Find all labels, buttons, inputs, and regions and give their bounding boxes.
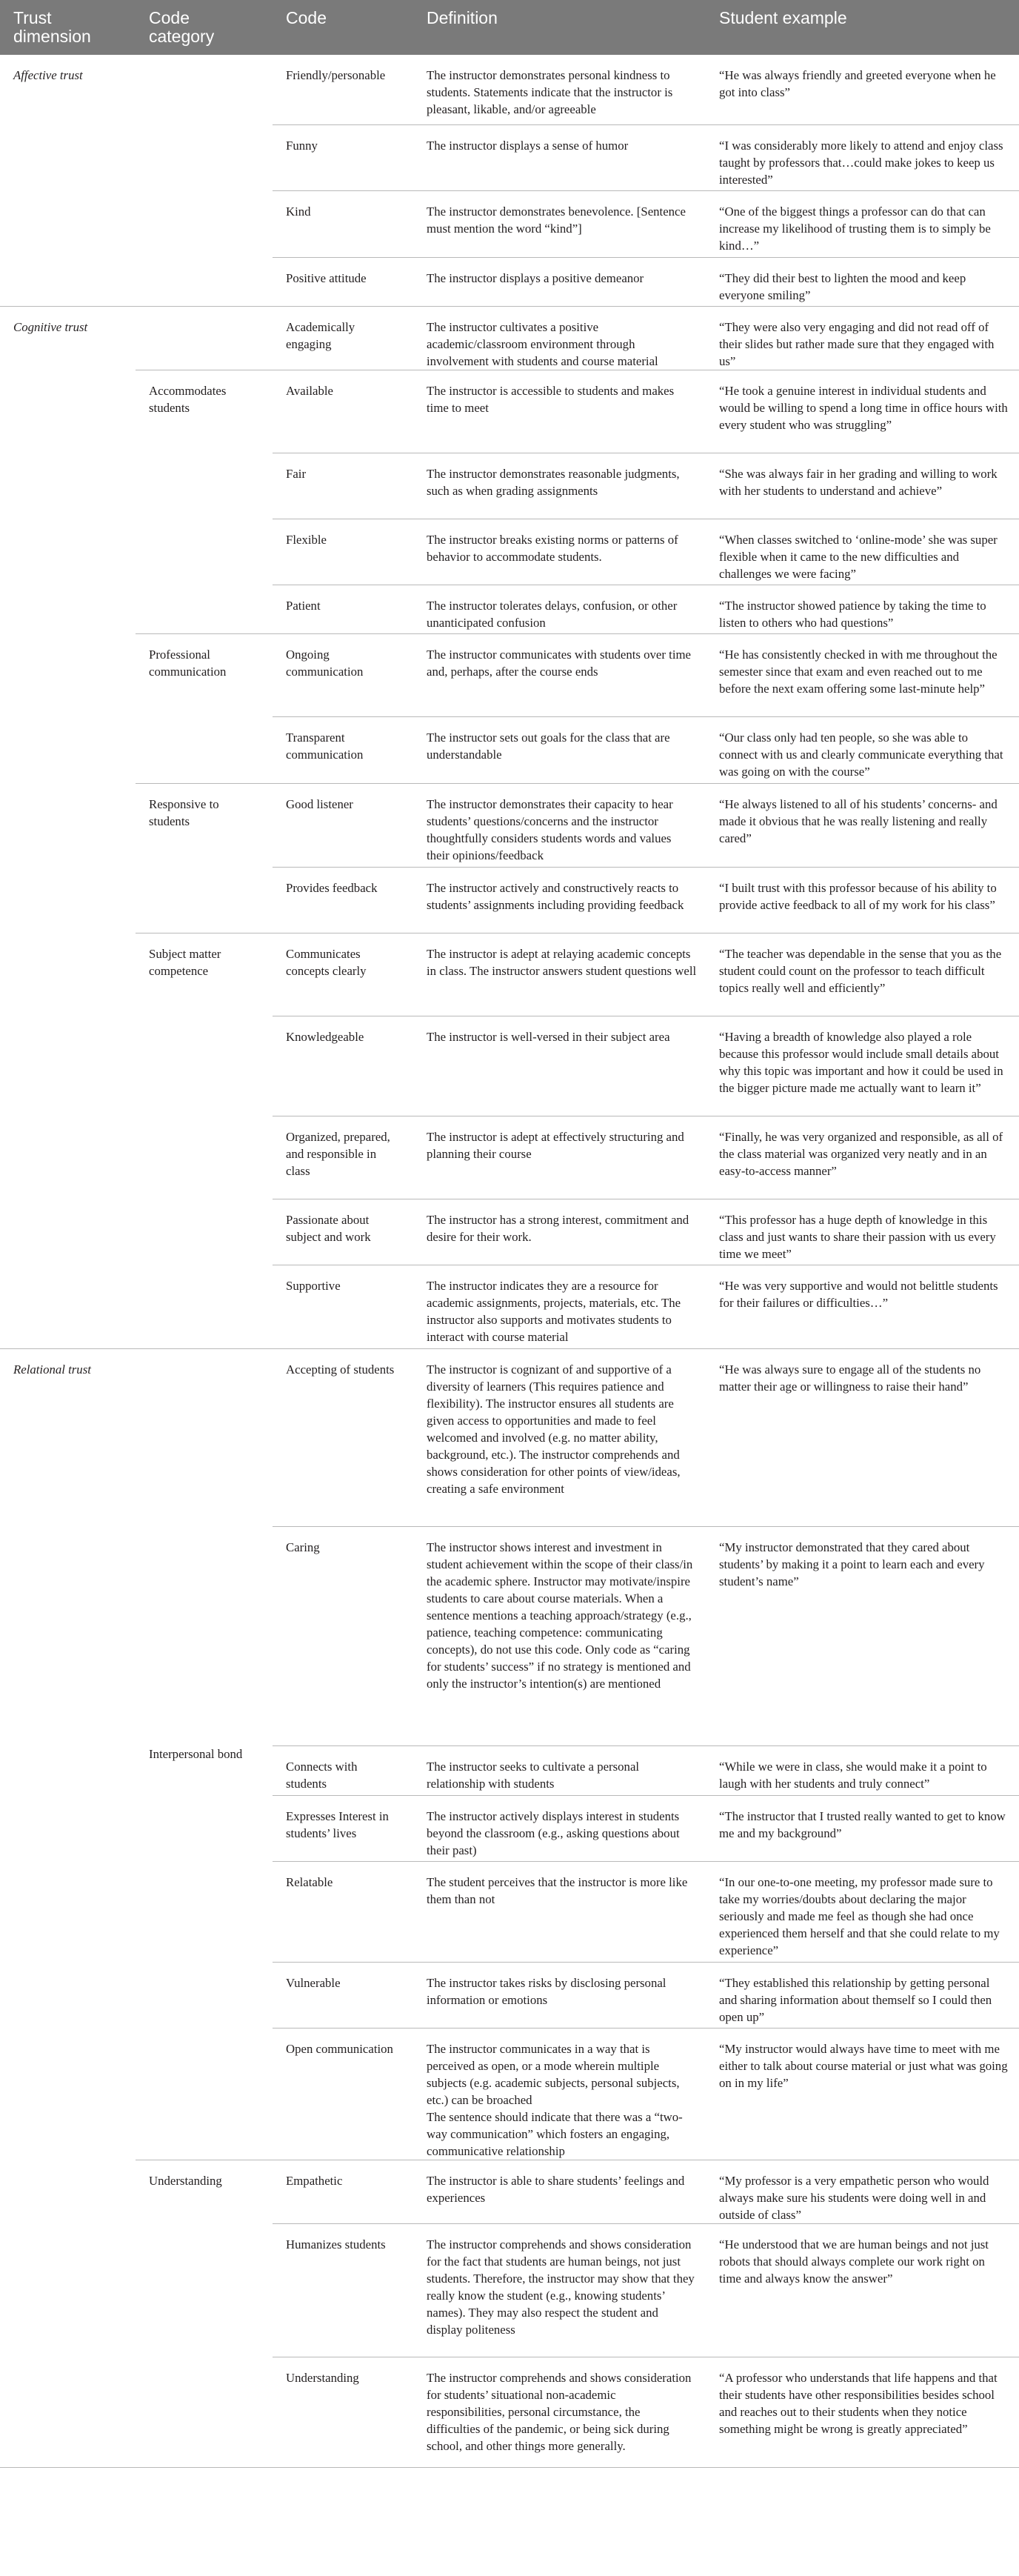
example-cell: “They did their best to lighten the mood and keep everyone smiling” <box>706 257 1019 306</box>
code-cell: Good listener <box>273 783 413 867</box>
definition-cell: The instructor displays a sense of humor <box>413 124 706 190</box>
code-cell: Caring <box>273 1526 413 1745</box>
definition-cell: The instructor actively displays interest in students beyond the classroom (e.g., asking questions about their past) <box>413 1795 706 1861</box>
code-cell: Academically engaging <box>273 306 413 370</box>
example-cell: “They established this relationship by getting personal and sharing information about themself so I could then open up” <box>706 1962 1019 2028</box>
category-accommodates-students: Accommodates students <box>136 370 273 633</box>
example-cell: “I built trust with this professor because of his ability to provide active feedback to all of my work for his class” <box>706 867 1019 933</box>
example-cell: “While we were in class, she would make it a point to laugh with her students and truly connect” <box>706 1745 1019 1795</box>
example-cell: “The instructor that I trusted really wanted to get to know me and my background” <box>706 1795 1019 1861</box>
example-cell: “He was very supportive and would not belittle students for their failures or difficulties…” <box>706 1265 1019 1348</box>
definition-cell: The instructor comprehends and shows consideration for the fact that students are human beings, not just students. Therefore, the instructor may show that they really know the student (e.g., knowing students’ names). They may also respect the student and display politeness <box>413 2223 706 2357</box>
header-student-example: Student example <box>706 0 1019 55</box>
table-row <box>0 55 1019 124</box>
definition-cell: The instructor displays a positive demeanor <box>413 257 706 306</box>
definition-cell: The instructor has a strong interest, commitment and desire for their work. <box>413 1199 706 1265</box>
definition-cell: The instructor comprehends and shows consideration for students’ situational non-academic responsibilities, personal circumstance, the difficulties of the pandemic, or being sick during school, and other things more generally. <box>413 2357 706 2467</box>
category-responsive-to-students: Responsive to students <box>136 783 273 933</box>
example-cell: “Finally, he was very organized and responsible, as all of the class material was organized very neatly and in an easy-to-access manner” <box>706 1116 1019 1199</box>
category-empty <box>136 306 273 370</box>
example-cell: “Our class only had ten people, so she was able to connect with us and clearly communicate everything that was going on with the course” <box>706 716 1019 783</box>
example-cell: “This professor has a huge depth of knowledge in this class and just wants to share their passion with us every time we meet” <box>706 1199 1019 1265</box>
header-row <box>0 0 1019 55</box>
code-cell: Relatable <box>273 1861 413 1962</box>
definition-cell: The instructor communicates in a way that is perceived as open, or a mode wherein multiple subjects (e.g. academic subjects, personal subjects, etc.) can be broached The sentence should indicate that there was a “two-way communication” which fosters an engaging, communicative relationship <box>413 2028 706 2160</box>
definition-cell: The instructor sets out goals for the class that are understandable <box>413 716 706 783</box>
definition-cell: The instructor communicates with students over time and, perhaps, after the course ends <box>413 633 706 716</box>
example-cell: “A professor who understands that life happens and that their students have other responsibilities besides school and reaches out to their students when they notice something might be wrong is greatly appreciated” <box>706 2357 1019 2467</box>
definition-cell: The instructor shows interest and investment in student achievement within the scope of their class/in the academic sphere. Instructor may motivate/inspire students to care about course materials. When a sentence mentions a teaching approach/strategy (e.g., patience, teaching competence: communicating concepts), do not use this code. Only code as “caring for students’ success” if no strategy is mentioned and only the instructor’s intention(s) are mentioned <box>413 1526 706 1745</box>
definition-cell: The instructor cultivates a positive academic/classroom environment through involvement with students and course material <box>413 306 706 370</box>
definition-cell: The instructor is well-versed in their subject area <box>413 1016 706 1116</box>
code-cell: Ongoing communication <box>273 633 413 716</box>
code-cell: Kind <box>273 190 413 257</box>
table-row <box>0 933 1019 1016</box>
definition-cell: The instructor is able to share students’ feelings and experiences <box>413 2160 706 2223</box>
definition-cell: The instructor breaks existing norms or patterns of behavior to accommodate students. <box>413 519 706 585</box>
code-cell: Organized, prepared, and responsible in class <box>273 1116 413 1199</box>
category-professional-communication: Professional communication <box>136 633 273 783</box>
example-cell: “My instructor would always have time to meet with me either to talk about course material or just what was going on in my life” <box>706 2028 1019 2160</box>
example-cell: “He was always friendly and greeted everyone when he got into class” <box>706 55 1019 124</box>
category-subject-matter-competence: Subject matter competence <box>136 933 273 1348</box>
code-cell: Accepting of students <box>273 1348 413 1526</box>
table-row <box>0 633 1019 716</box>
code-cell: Available <box>273 370 413 453</box>
example-cell: “They were also very engaging and did not read off of their slides but rather made sure that they engaged with us” <box>706 306 1019 370</box>
dimension-relational-trust: Relational trust <box>0 1348 136 2467</box>
table-body <box>0 55 1019 2467</box>
example-cell: “In our one-to-one meeting, my professor made sure to take my worries/doubts about declaring the major seriously and made me feel as though she had once experienced them herself and that she could relate to my experience” <box>706 1861 1019 1962</box>
code-cell: Patient <box>273 585 413 633</box>
code-cell: Flexible <box>273 519 413 585</box>
definition-cell: The instructor actively and constructively reacts to students’ assignments including providing feedback <box>413 867 706 933</box>
definition-cell: The instructor demonstrates their capacity to hear students’ questions/concerns and the instructor thoughtfully considers students words and values their opinions/feedback <box>413 783 706 867</box>
header-definition: Definition <box>413 0 706 55</box>
code-cell: Vulnerable <box>273 1962 413 2028</box>
definition-cell: The instructor is adept at relaying academic concepts in class. The instructor answers student questions well <box>413 933 706 1016</box>
example-cell: “He understood that we are human beings and not just robots that should always complete our work right on time and always know the answer” <box>706 2223 1019 2357</box>
code-cell: Open communication <box>273 2028 413 2160</box>
example-cell: “My professor is a very empathetic person who would always make sure his students were doing well in and outside of class” <box>706 2160 1019 2223</box>
definition-cell: The instructor is accessible to students and makes time to meet <box>413 370 706 453</box>
table-row <box>0 2160 1019 2223</box>
example-cell: “He always listened to all of his students’ concerns- and made it obvious that he was really listening and really cared” <box>706 783 1019 867</box>
code-cell: Humanizes students <box>273 2223 413 2357</box>
table-row <box>0 306 1019 370</box>
code-cell: Transparent communication <box>273 716 413 783</box>
example-cell: “The instructor showed patience by taking the time to listen to others who had questions” <box>706 585 1019 633</box>
definition-cell: The instructor seeks to cultivate a personal relationship with students <box>413 1745 706 1795</box>
example-cell: “My instructor demonstrated that they cared about students’ by making it a point to learn each and every student’s name” <box>706 1526 1019 1745</box>
definition-cell: The instructor takes risks by disclosing personal information or emotions <box>413 1962 706 2028</box>
table-row <box>0 783 1019 867</box>
definition-cell: The instructor tolerates delays, confusion, or other unanticipated confusion <box>413 585 706 633</box>
category-empty <box>136 55 273 306</box>
code-cell: Funny <box>273 124 413 190</box>
code-cell: Expresses Interest in students’ lives <box>273 1795 413 1861</box>
definition-cell: The instructor is adept at effectively structuring and planning their course <box>413 1116 706 1199</box>
category-interpersonal-bond-label: Interpersonal bond <box>149 1747 243 1761</box>
dimension-cognitive-trust: Cognitive trust <box>0 306 136 1348</box>
code-cell: Empathetic <box>273 2160 413 2223</box>
table-row <box>0 1348 1019 1526</box>
example-cell: “Having a breadth of knowledge also played a role because this professor would include small details about why this topic was important and how it could be used in the bigger picture made me actually want to learn it” <box>706 1016 1019 1116</box>
definition-cell: The instructor demonstrates personal kindness to students. Statements indicate that the instructor is pleasant, likable, and/or agreeable <box>413 55 706 124</box>
definition-cell: The instructor demonstrates benevolence. [Sentence must mention the word “kind”] <box>413 190 706 257</box>
example-cell: “One of the biggest things a professor can do that can increase my likelihood of trusting them is to simply be kind…” <box>706 190 1019 257</box>
definition-cell: The instructor is cognizant of and supportive of a diversity of learners (This requires patience and flexibility). The instructor ensures all students are given access to opportunities and made to feel welcomed and involved (e.g. no matter ability, background, etc.). The instructor comprehends and shows consideration for other points of view/ideas, creating a safe environment <box>413 1348 706 1526</box>
category-interpersonal-bond <box>136 1348 273 2160</box>
code-cell: Communicates concepts clearly <box>273 933 413 1016</box>
example-cell: “He has consistently checked in with me throughout the semester since that exam and even reached out to me before the next exam offering some last-minute help” <box>706 633 1019 716</box>
code-cell: Supportive <box>273 1265 413 1348</box>
table-header <box>0 0 1019 55</box>
example-cell: “He took a genuine interest in individual students and would be willing to spend a long time in office hours with every student who was struggling” <box>706 370 1019 453</box>
code-cell: Passionate about subject and work <box>273 1199 413 1265</box>
header-trust-dimension: Trust dimension <box>0 0 136 55</box>
header-code: Code <box>273 0 413 55</box>
definition-cell: The instructor demonstrates reasonable judgments, such as when grading assignments <box>413 453 706 519</box>
dimension-affective-trust: Affective trust <box>0 55 136 306</box>
definition-cell: The student perceives that the instructor is more like them than not <box>413 1861 706 1962</box>
definition-cell: The instructor indicates they are a resource for academic assignments, projects, materials, etc. The instructor also supports and motivates students to interact with course material <box>413 1265 706 1348</box>
code-cell: Friendly/personable <box>273 55 413 124</box>
code-cell: Knowledgeable <box>273 1016 413 1116</box>
code-cell: Connects with students <box>273 1745 413 1795</box>
code-cell: Positive attitude <box>273 257 413 306</box>
example-cell: “The teacher was dependable in the sense that you as the student could count on the professor to teach difficult topics really well and efficiently” <box>706 933 1019 1016</box>
example-cell: “I was considerably more likely to attend and enjoy class taught by professors that…could make jokes to keep us interested” <box>706 124 1019 190</box>
code-cell: Understanding <box>273 2357 413 2467</box>
table-row <box>0 370 1019 453</box>
header-code-category: Code category <box>136 0 273 55</box>
category-understanding: Understanding <box>136 2160 273 2467</box>
example-cell: “He was always sure to engage all of the students no matter their age or willingness to raise their hand” <box>706 1348 1019 1526</box>
code-cell: Provides feedback <box>273 867 413 933</box>
example-cell: “She was always fair in her grading and willing to work with her students to understand and achieve” <box>706 453 1019 519</box>
example-cell: “When classes switched to ‘online-mode’ she was super flexible when it came to the new difficulties and challenges we were facing” <box>706 519 1019 585</box>
code-cell: Fair <box>273 453 413 519</box>
